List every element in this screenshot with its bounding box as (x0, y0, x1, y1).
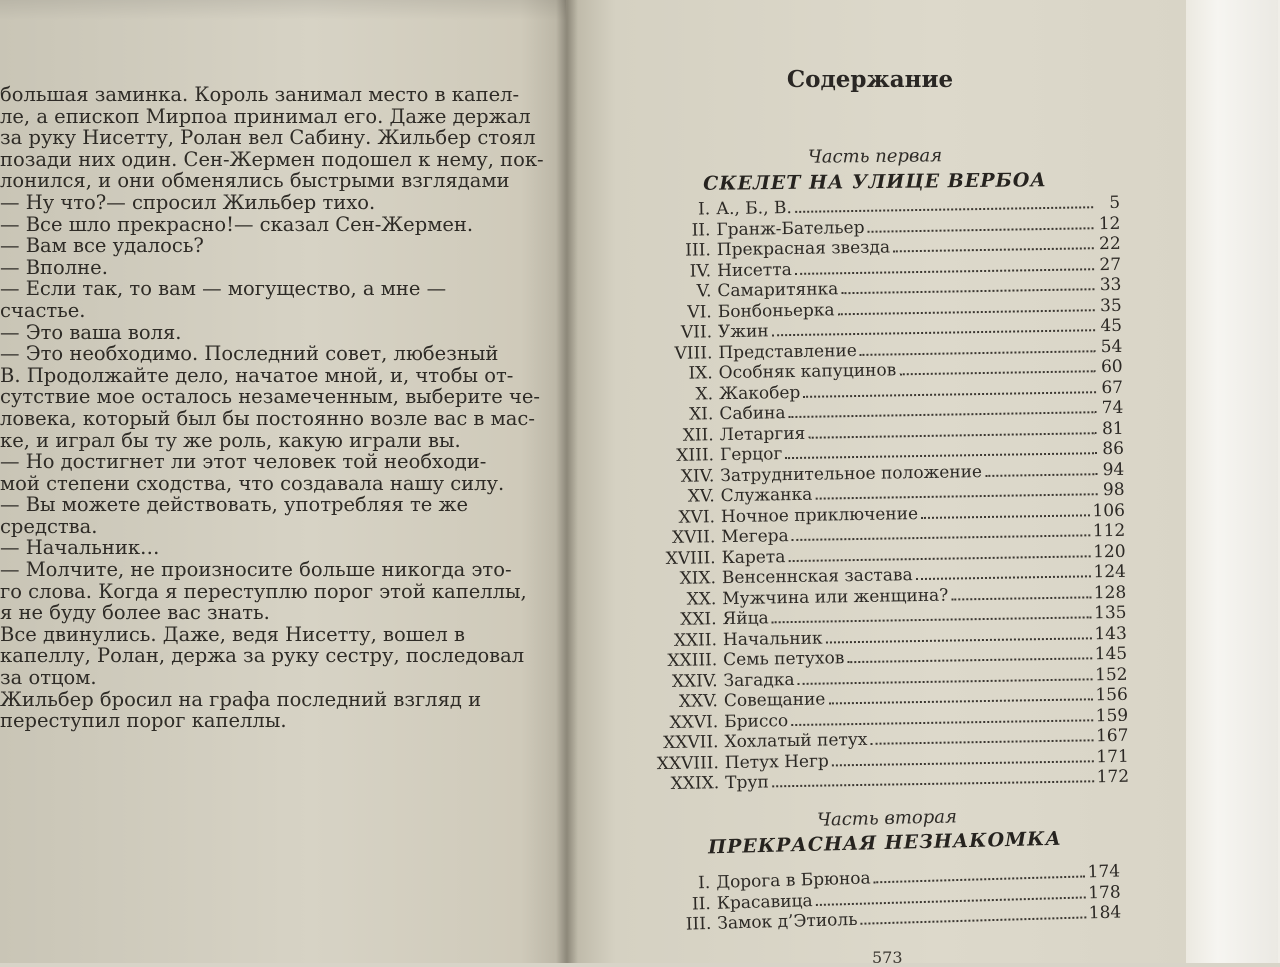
text-line: мой степени сходства, что создавала нашу силу. (0, 471, 505, 495)
dot-leader (899, 369, 1096, 375)
dot-leader (847, 656, 1091, 663)
dot-leader (838, 308, 1095, 315)
text-line: позади них один. Сен-Жермен подошел к нему, пок- (0, 147, 544, 171)
chapter-number: IX. (688, 363, 713, 384)
chapter-number: V. (696, 281, 712, 302)
dot-leader (788, 554, 1090, 562)
text-line: В. Продолжайте дело, начатое мной, и, чтобы от- (0, 363, 514, 387)
chapter-number: III. (685, 240, 711, 261)
chapter-number: XXVIII. (656, 752, 719, 774)
chapter-title: Дорога в Брюноа (715, 868, 871, 893)
text-line: капеллу, Ролан, держа за руку сестру, последовал (0, 644, 525, 668)
text-line: средства. (0, 514, 98, 538)
text-line: го слова. Когда я переступлю порог этой капеллы, (0, 579, 527, 603)
dot-leader (951, 595, 1090, 600)
chapter-title: Представление (718, 340, 857, 363)
chapter-title: Нисетта (716, 259, 792, 281)
chapter-title: Ночное приключение (720, 503, 919, 527)
text-line: — Вполне. (0, 255, 108, 279)
chapter-title: Прекрасная звезда (716, 237, 891, 261)
chapter-number: XV. (687, 486, 715, 507)
dot-leader (868, 226, 1094, 233)
chapter-number: XVIII. (665, 547, 716, 569)
part1-name: СКЕЛЕТ НА УЛИЦЕ ВЕРБОА (703, 169, 1047, 195)
dot-leader (803, 390, 1096, 398)
chapter-number: II. (691, 893, 712, 914)
dot-leader (792, 533, 1090, 541)
chapter-page: 135 (1093, 602, 1127, 624)
chapter-number: XII. (682, 424, 714, 446)
chapter-number: XIV. (680, 465, 715, 487)
chapter-page: 94 (1102, 459, 1125, 480)
text-line: большая заминка. Король занимал место в капел- (0, 83, 520, 106)
dot-leader (841, 287, 1094, 294)
chapter-page: 33 (1099, 274, 1122, 296)
dot-leader (791, 718, 1093, 726)
dot-leader (772, 328, 1095, 336)
chapter-page: 98 (1102, 479, 1125, 501)
chapter-title: Совещание (723, 689, 826, 712)
chapter-title: Венсеннская застава (721, 565, 913, 589)
chapter-page: 86 (1102, 438, 1125, 460)
chapter-title: Гранж-Бательер (716, 217, 865, 240)
chapter-number: I. (697, 872, 711, 894)
text-line: ле, а епископ Мирпоа принимал его. Даже держал (0, 104, 531, 128)
dot-leader (985, 472, 1097, 477)
chapter-page: 12 (1098, 213, 1121, 234)
chapter-page: 45 (1100, 315, 1123, 337)
chapter-title: Красавица (716, 890, 813, 914)
chapter-number: VIII. (674, 342, 713, 364)
left-page-text (0, 84, 548, 732)
chapter-number: XXIV. (671, 670, 718, 692)
chapter-page: 159 (1095, 705, 1129, 726)
text-line: — Вы можете действовать, употребляя те же (0, 493, 468, 517)
text-line: переступил порог капеллы. (0, 709, 287, 733)
chapter-page: 112 (1092, 520, 1126, 542)
chapter-title: Карета (721, 546, 786, 568)
text-line: я не буду более вас знать. (0, 601, 270, 625)
text-line: — Ну что?— спросил Жильбер тихо. (0, 190, 376, 214)
chapter-title: Замок д’Этиоль (717, 909, 858, 934)
chapter-number: IV. (689, 260, 712, 282)
page-shadow (0, 0, 566, 20)
dot-leader (785, 451, 1097, 459)
chapter-number: XXVI. (669, 711, 719, 733)
page-edges (1178, 0, 1278, 963)
chapter-page: 152 (1094, 664, 1128, 685)
chapter-title: Мегера (721, 526, 789, 548)
chapter-page: 81 (1101, 418, 1124, 439)
chapter-title: А., Б., В. (715, 197, 792, 220)
chapter-page: 167 (1095, 725, 1129, 747)
chapter-page: 35 (1099, 295, 1122, 316)
dot-leader (795, 267, 1094, 275)
chapter-title: Затруднительное положение (720, 461, 983, 486)
dot-leader (789, 410, 1097, 418)
text-line: — Это ваша воля. (0, 320, 182, 344)
dot-leader (870, 738, 1093, 744)
chapter-number: XI. (688, 404, 714, 425)
dot-leader (893, 246, 1094, 252)
chapter-page: 143 (1094, 623, 1128, 644)
chapter-page: 145 (1094, 643, 1128, 665)
text-line: ловека, который был бы постоянно возле вас в мас- (0, 406, 535, 430)
chapter-number: II. (691, 219, 711, 241)
chapter-number: XXIX. (670, 773, 720, 794)
chapter-page: 67 (1101, 377, 1124, 398)
chapter-number: I. (697, 199, 711, 220)
text-line: Жильбер бросил на графа последний взгляд и (0, 687, 482, 711)
chapter-page: 60 (1100, 356, 1123, 378)
chapter-number: XXVII. (663, 732, 719, 754)
chapter-page: 172 (1096, 766, 1130, 788)
text-line: сутствие мое осталось незамеченным, выберите че- (0, 385, 541, 409)
text-line: за отцом. (0, 666, 97, 690)
chapter-number: XIII. (676, 445, 715, 466)
chapter-title: Ужин (717, 321, 769, 343)
dot-leader (815, 492, 1097, 499)
chapter-title: Самаритянка (717, 279, 839, 302)
chapter-page: 54 (1100, 336, 1123, 357)
chapter-number: XX. (686, 588, 717, 610)
chapter-page: 128 (1093, 582, 1127, 603)
dot-leader (916, 574, 1091, 580)
chapter-number: XXV. (678, 691, 719, 712)
chapter-title: Начальник (722, 628, 823, 650)
text-line: Все двинулись. Даже, ведя Нисетту, вошел в (0, 622, 466, 646)
part2-name: ПРЕКРАСНАЯ НЕЗНАКОМКА (707, 827, 1063, 859)
text-line: ке, и играл бы ту же роль, какую играли вы. (0, 428, 461, 452)
chapter-number: XXI. (680, 609, 717, 630)
dot-leader (874, 874, 1085, 883)
chapter-page: 171 (1096, 746, 1129, 767)
chapter-title: Семь петухов (723, 648, 845, 671)
chapter-title: Сабина (719, 403, 786, 425)
dot-leader (808, 431, 1096, 439)
text-line: лонился, и они обменялись быстрыми взглядами (0, 169, 510, 193)
dot-leader (772, 615, 1091, 623)
chapter-page: 174 (1087, 861, 1121, 883)
left-page (0, 0, 566, 963)
chapter-page: 27 (1099, 254, 1122, 275)
text-line: — Все шло прекрасно!— сказал Сен-Жермен. (0, 212, 474, 236)
text-line: — Вам все удалось? (0, 234, 204, 258)
chapter-page: 74 (1101, 397, 1124, 419)
chapter-number: XXII. (673, 629, 718, 651)
text-line: — Молчите, не произносите больше никогда это- (0, 558, 512, 582)
chapter-page: 184 (1088, 902, 1122, 924)
chapter-page: 178 (1087, 881, 1121, 903)
toc-part1 (600, 193, 1129, 796)
dot-leader (832, 759, 1094, 766)
chapter-title: Служанка (720, 484, 813, 507)
book-gutter (556, 0, 578, 963)
chapter-page: 124 (1093, 561, 1127, 583)
dot-leader (795, 205, 1093, 213)
text-line: — Если так, то вам — могущество, а мне — (0, 277, 447, 301)
chapter-page: 120 (1092, 541, 1126, 562)
chapter-title: Хохлатый петух (724, 729, 868, 753)
chapter-number: XXIII. (667, 650, 718, 671)
text-line: счастье. (0, 298, 86, 322)
text-line: за руку Нисетту, Ролан вел Сабину. Жильбер стоял (0, 126, 536, 150)
part1-label: Часть первая (807, 145, 943, 168)
chapter-number: VI. (687, 301, 712, 323)
part2-label: Часть вторая (816, 806, 958, 831)
dot-leader (772, 779, 1094, 787)
chapter-title: Бонбоньерка (717, 299, 835, 322)
chapter-number: X. (695, 383, 714, 405)
chapter-title: Герцог (719, 444, 783, 466)
dot-leader (798, 677, 1093, 685)
chapter-page: 156 (1095, 684, 1128, 706)
chapter-title: Мужчина или женщина? (722, 585, 949, 609)
chapter-title: Петух Негр (724, 750, 829, 773)
chapter-title: Загадка (723, 669, 795, 691)
chapter-page: 22 (1098, 233, 1121, 255)
toc-title: Содержание (786, 66, 954, 93)
text-line: — Но достигнет ли этот человек той необходи- (0, 450, 487, 474)
page-number: 573 (872, 948, 903, 967)
dot-leader (826, 636, 1092, 643)
chapter-title: Жакобер (718, 382, 801, 404)
chapter-title: Яйца (722, 608, 769, 630)
text-line: — Это необходимо. Последний совет, любезный (0, 342, 499, 366)
chapter-number: XVII. (671, 527, 716, 548)
chapter-number: VII. (680, 322, 713, 343)
chapter-number: XVI. (678, 506, 716, 528)
chapter-page: 106 (1092, 500, 1126, 521)
chapter-title: Бриссо (724, 710, 789, 732)
dot-leader (861, 915, 1086, 924)
chapter-number: XIX. (679, 568, 717, 589)
chapter-title: Труп (725, 772, 769, 794)
chapter-title: Летаргия (719, 423, 806, 445)
dot-leader (828, 697, 1092, 704)
chapter-title: Особняк капуцинов (718, 360, 897, 384)
chapter-page: 5 (1109, 192, 1121, 213)
text-line: — Начальник… (0, 536, 160, 560)
dot-leader (921, 513, 1089, 519)
dot-leader (860, 349, 1096, 356)
chapter-number: III. (685, 913, 712, 935)
